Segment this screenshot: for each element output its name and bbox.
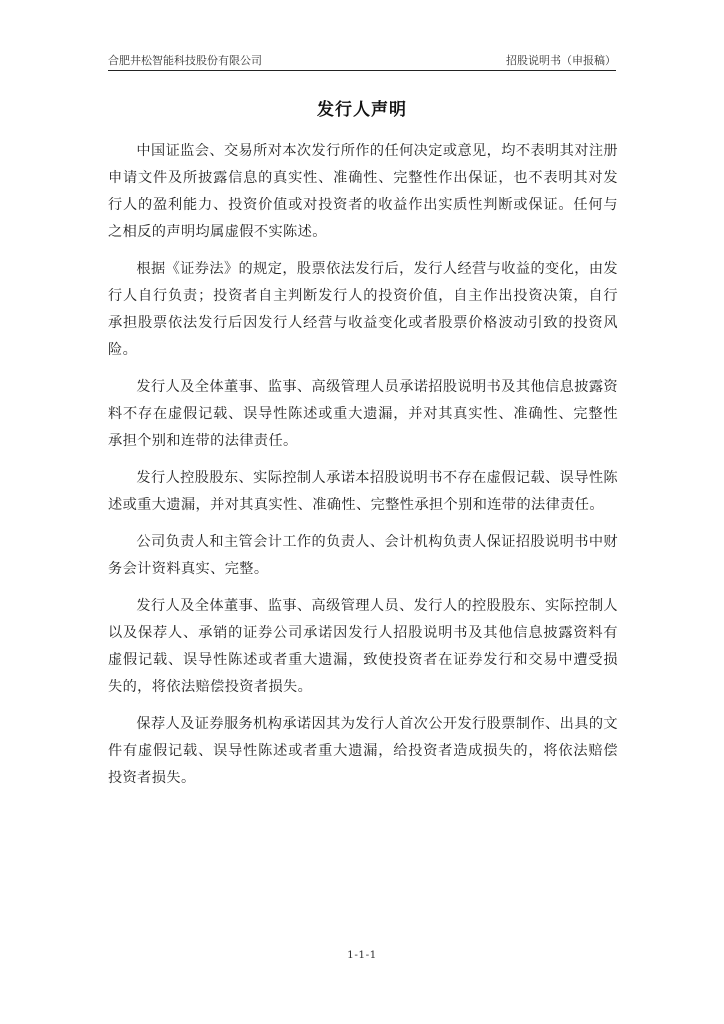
page-header	[108, 50, 616, 68]
page-title: 发行人声明	[317, 100, 407, 120]
paragraph: 发行人及全体董事、监事、高级管理人员承诺招股说明书及其他信息披露资料不存在虚假记载、误导性陈述或重大遗漏，并对其真实性、准确性、完整性承担个别和连带的法律责任。	[108, 379, 618, 449]
statement-body	[108, 138, 618, 802]
page-number: 1-1-1	[347, 949, 377, 961]
paragraph: 发行人及全体董事、监事、高级管理人员、发行人的控股股东、实际控制人以及保荐人、承销的证券公司承诺因发行人招股说明书及其他信息披露资料有虚假记载、误导性陈述或者重大遗漏，致使投资者在证券发行和交易中遭受损失的，将依法赔偿投资者损失。	[108, 598, 618, 695]
paragraph: 发行人控股股东、实际控制人承诺本招股说明书不存在虚假记载、误导性陈述或重大遗漏，并对其真实性、准确性、完整性承担个别和连带的法律责任。	[108, 470, 618, 513]
header-company-name: 合肥井松智能科技股份有限公司	[108, 54, 262, 67]
paragraph: 根据《证券法》的规定，股票依法发行后，发行人经营与收益的变化，由发行人自行负责；投资者自主判断发行人的投资价值，自主作出投资决策，自行承担股票依法发行后因发行人经营与收益变化或者股票价格波动引致的投资风险。	[108, 261, 618, 358]
header-divider	[108, 70, 616, 71]
paragraph: 公司负责人和主管会计工作的负责人、会计机构负责人保证招股说明书中财务会计资料真实、完整。	[108, 534, 618, 577]
paragraph: 中国证监会、交易所对本次发行所作的任何决定或意见，均不表明其对注册申请文件及所披露信息的真实性、准确性、完整性作出保证，也不表明其对发行人的盈利能力、投资价值或对投资者的收益作出实质性判断或保证。任何与之相反的声明均属虚假不实陈述。	[108, 143, 618, 240]
paragraph: 保荐人及证券服务机构承诺因其为发行人首次公开发行股票制作、出具的文件有虚假记载、误导性陈述或者重大遗漏，给投资者造成损失的，将依法赔偿投资者损失。	[108, 716, 618, 786]
header-document-name: 招股说明书（申报稿）	[506, 54, 616, 67]
